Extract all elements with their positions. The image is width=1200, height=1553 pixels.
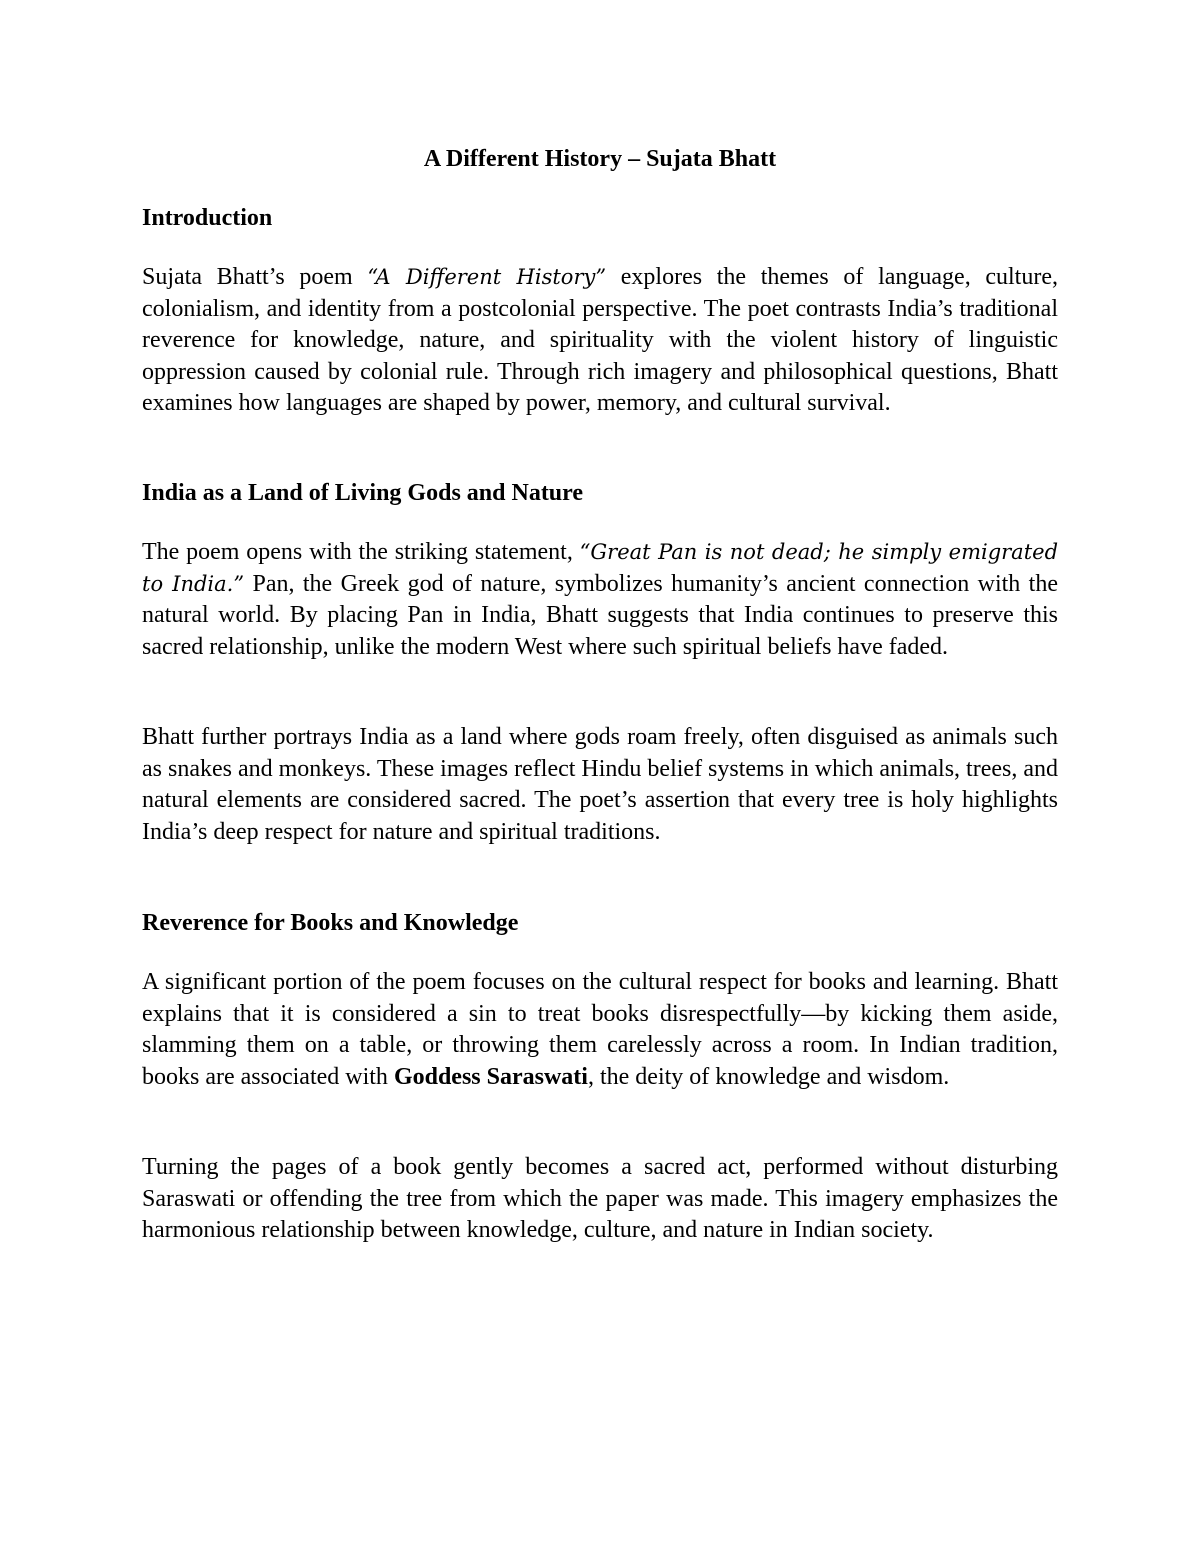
books-saraswati-bold: Goddess Saraswati — [393, 1063, 588, 1090]
document-title: A Different History – Sujata Bhatt — [423, 146, 777, 172]
paragraph-india-pan — [142, 537, 1058, 663]
india-p1-text-start: The poem opens with the striking statement, — [142, 539, 580, 565]
paragraph-introduction — [142, 262, 1058, 420]
india-pan-quote: “Great Pan is not dead; he simply emigrated to India.” — [142, 540, 1059, 596]
books-p1-text-end: , the deity of knowledge and wisdom. — [587, 1063, 950, 1090]
heading-reverence-books: Reverence for Books and Knowledge — [142, 910, 519, 936]
india-p1-text-end: Pan, the Greek god of nature, symbolizes humanity’s ancient connection with the natural world. By placing Pan in India, Bhatt suggests that India continues to preserve this sacred relationship, unlike the modern West where such spiritual beliefs have faded. — [142, 570, 1058, 660]
heading-introduction: Introduction — [142, 205, 273, 231]
paragraph-books-respect — [142, 967, 1058, 1093]
intro-text-start: Sujata Bhatt’s poem — [142, 264, 368, 290]
heading-india-living-gods: India as a Land of Living Gods and Nature — [142, 480, 584, 506]
paragraph-books-turning-pages: Turning the pages of a book gently becomes a sacred act, performed without disturbing Saraswati or offending the tree from which the paper was made. This imagery emphasizes the harmonious relationship between knowledge, culture, and nature in Indian society. — [142, 1154, 1058, 1244]
intro-poem-title-quote: “A Different History” — [367, 265, 607, 289]
books-p1-text-start: A significant portion of the poem focuses on the cultural respect for books and learning. Bhatt explains that it is considered a sin to treat books disrespectfully—by kicking them aside, slamming them on a table, or throwing them carelessly across a room. In Indian tradition, books are associated with — [142, 969, 1058, 1090]
intro-text-end: explores the themes of language, culture, colonialism, and identity from a postcolonial perspective. The poet contrasts India’s traditional reverence for knowledge, nature, and spirituality with the violent history of linguistic oppression caused by colonial rule. Through rich imagery and philosophical questions, Bhatt examines how languages are shaped by power, memory, and cultural survival. — [142, 264, 1058, 417]
paragraph-india-gods-animals: Bhatt further portrays India as a land where gods roam freely, often disguised as animals such as snakes and monkeys. These images reflect Hindu belief systems in which animals, trees, and natural elements are considered sacred. The poet’s assertion that every tree is holy highlights India’s deep respect for nature and spiritual traditions. — [142, 724, 1058, 845]
